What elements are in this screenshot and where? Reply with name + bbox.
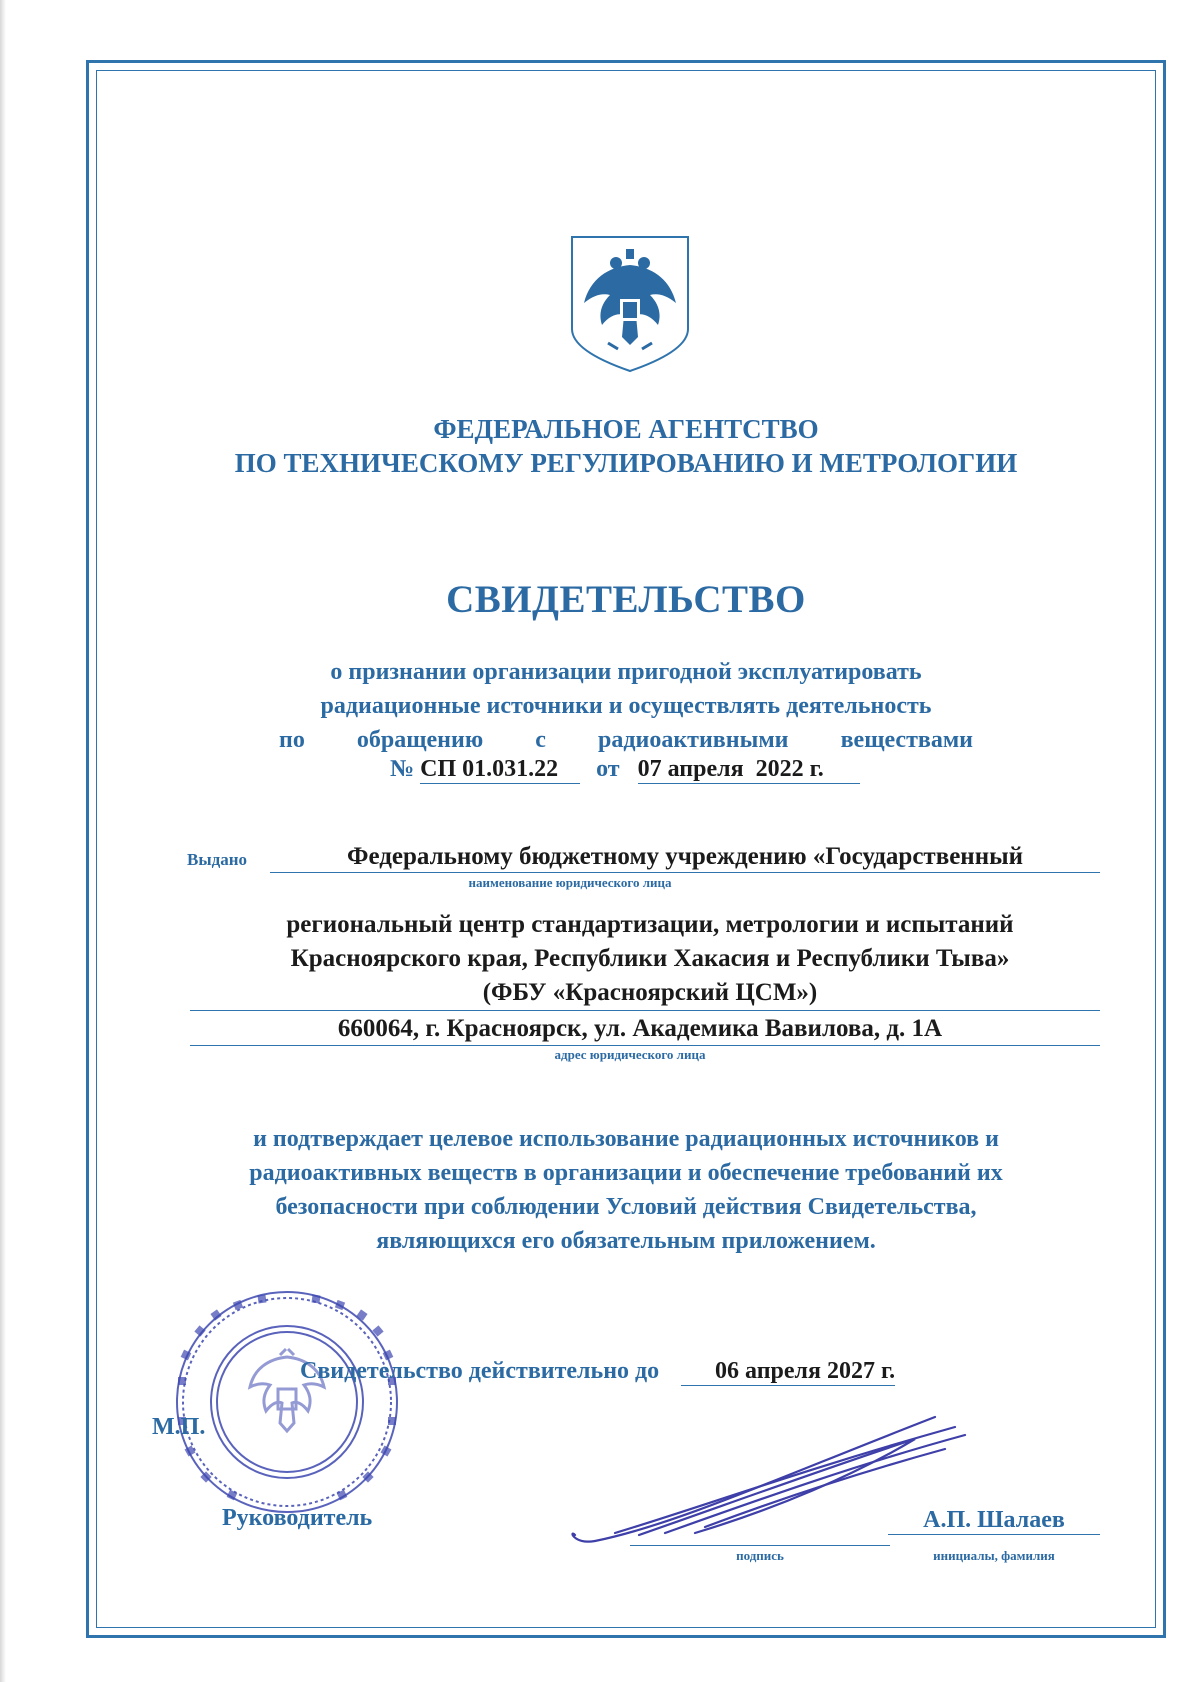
head-title: Руководитель [222,1505,373,1531]
confirmation-text [96,1122,1156,1258]
certificate-number: СП 01.031.22 [420,756,580,784]
address-underline [190,1045,1100,1046]
caption-legal-address: адрес юридического лица [554,1047,706,1062]
agency-line-1: ФЕДЕРАЛЬНОЕ АГЕНТСТВО [433,414,819,444]
confirmation-line-4: являющихся его обязательным приложением. [376,1228,876,1254]
caption-signature: подпись [736,1548,784,1563]
signature-underline [630,1545,890,1546]
confirmation-line-3: безопасности при соблюдении Условий действия Свидетельства, [275,1194,977,1220]
handwritten-signature [555,1405,975,1560]
issue-date: 07 апреля 2022 г. [638,756,860,784]
validity-label: Свидетельство действительно до [300,1358,660,1384]
signatory-name: А.П. Шалаев [888,1507,1100,1535]
purpose-word: с [535,727,546,753]
issued-to-line-4: (ФБУ «Красноярский ЦСМ») [482,979,818,1006]
legal-address: 660064, г. Красноярск, ул. Академика Вавилова, д. 1А [337,1015,943,1042]
number-prefix: № [390,756,415,782]
confirmation-line-1: и подтверждает целевое использование радиационных источников и [253,1126,999,1152]
coat-of-arms-emblem [568,233,692,380]
purpose-line-3 [279,723,973,757]
issued-label: Выдано [187,850,248,869]
caption-legal-entity-name: наименование юридического лица [468,875,672,890]
confirmation-line-2: радиоактивных веществ в организации и обеспечение требований их [249,1160,1003,1186]
scan-edge-shadow [0,0,6,1682]
issued-to-line-2: региональный центр стандартизации, метрологии и испытаний [286,911,1014,938]
purpose-word: обращению [356,727,484,753]
validity-line [300,1358,895,1386]
purpose-word: радиоактивными [598,727,789,753]
validity-date: 06 апреля 2027 г. [681,1358,895,1386]
issued-to-line-1: Федеральному бюджетному учреждению «Государственный [270,843,1100,873]
date-prefix: от [596,756,620,782]
document-purpose [96,655,1156,757]
purpose-word: по [279,727,305,753]
document-title: СВИДЕТЕЛЬСТВО [446,578,806,621]
official-seal [172,1287,402,1522]
agency-line-2: ПО ТЕХНИЧЕСКОМУ РЕГУЛИРОВАНИЮ И МЕТРОЛОГИИ [234,448,1018,478]
stamp-place-label: М.П. [152,1414,206,1440]
organization-name [200,908,1100,1010]
organization-underline [190,1010,1100,1011]
certificate-number-line [390,756,860,784]
caption-name: инициалы, фамилия [933,1548,1055,1563]
purpose-word: веществами [840,727,973,753]
issued-to-line-3: Красноярского края, Республики Хакасия и Республики Тыва» [290,945,1010,972]
purpose-line-1: о признании организации пригодной эксплуатировать [330,659,922,685]
purpose-line-2: радиационные источники и осуществлять деятельность [320,693,932,719]
agency-name [96,412,1156,480]
